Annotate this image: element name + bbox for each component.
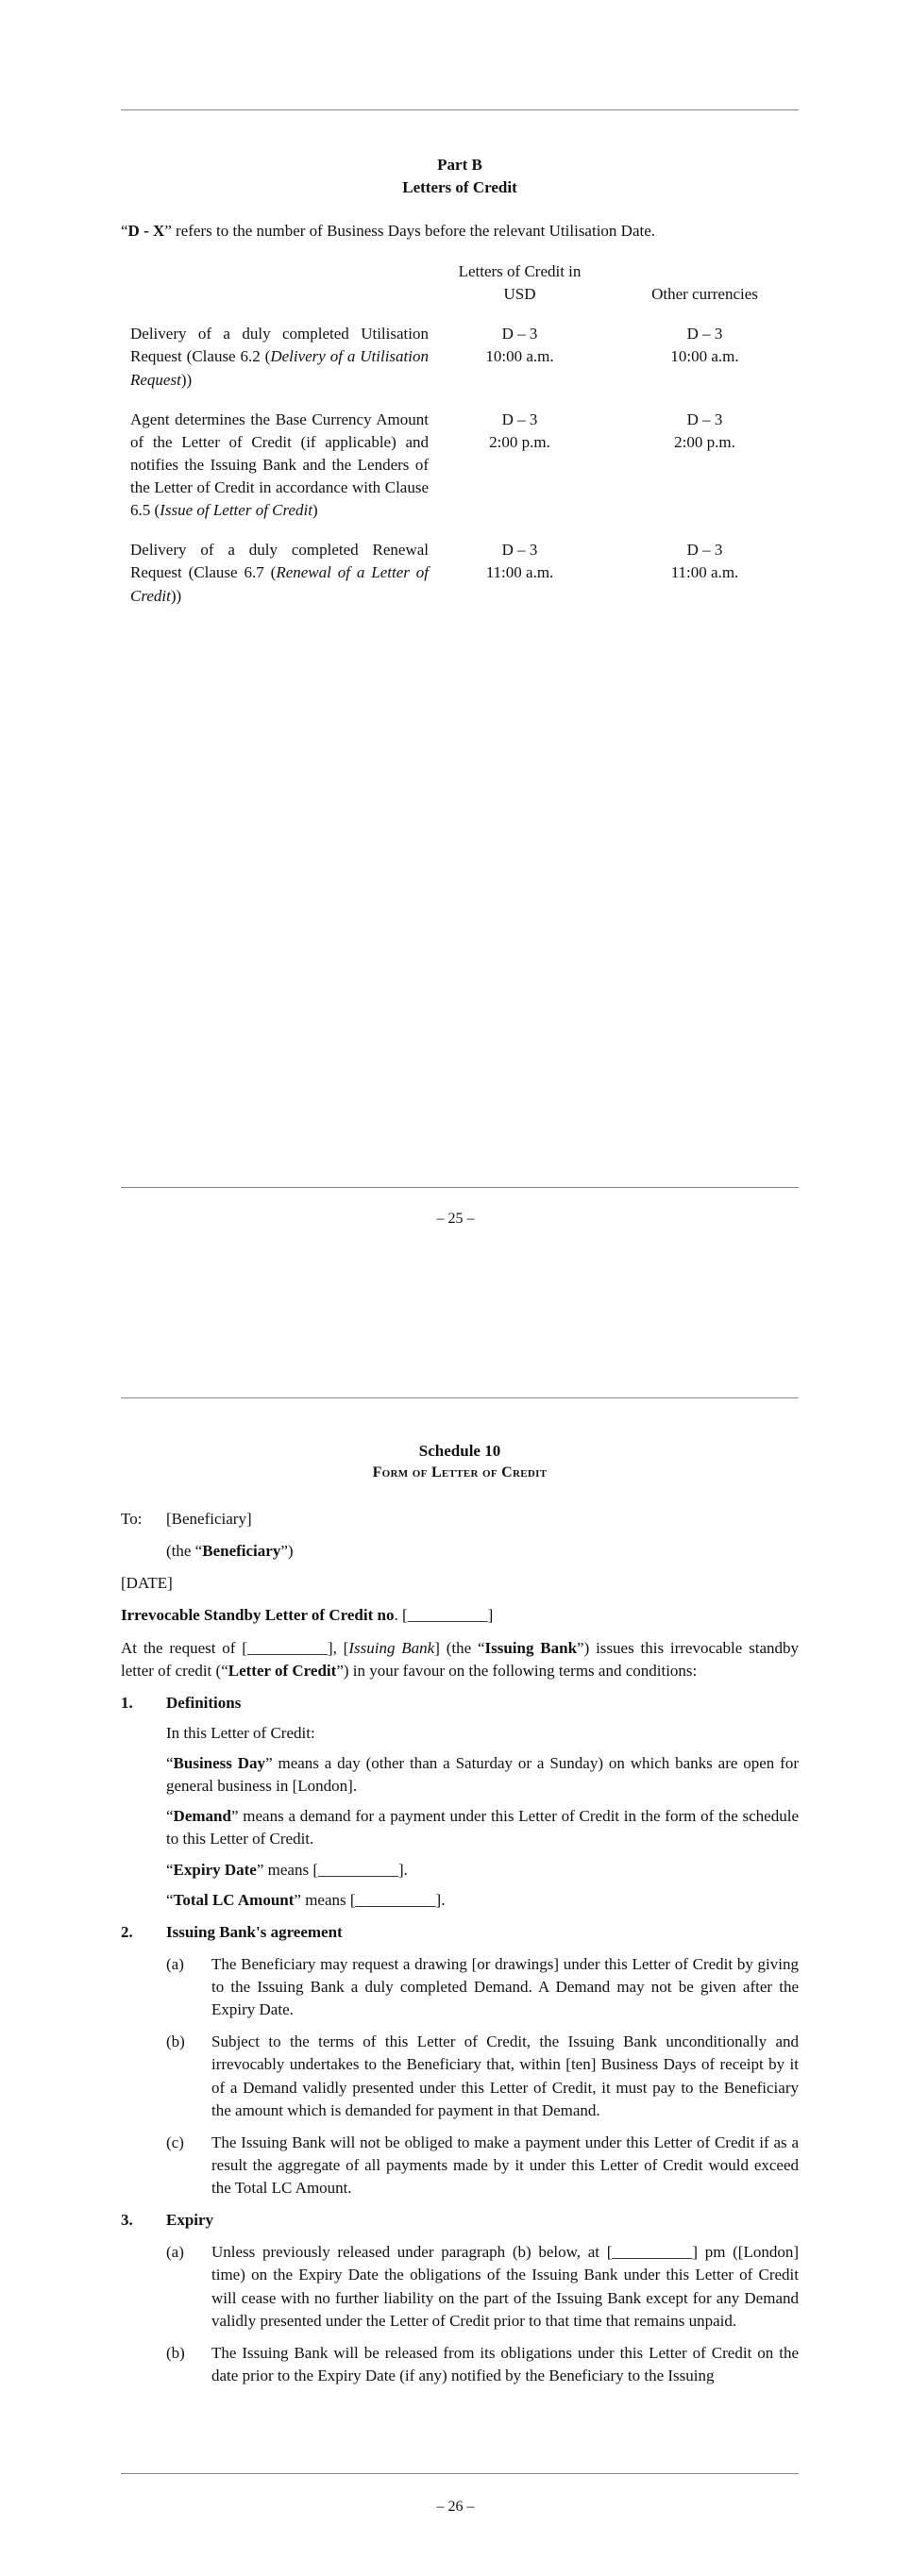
list-item: (a) Unless previously released under paragraph (b) below, at [__________] pm ([London] time) on the Expiry Date the obligations of the Issuing Bank under this Letter of Credit will cease with no further liability on the part of the Issuing Bank except for any Demand validly presented under the Letter of Credit prior to that time that remains unpaid. bbox=[166, 2243, 799, 2330]
row-usd-deadline: D – 3 2:00 p.m. bbox=[489, 410, 550, 451]
dx-term: D - X bbox=[127, 222, 165, 240]
row-description: Agent determines the Base Currency Amount of the Letter of Credit (if applicable) and notifies the Issuing Bank and the Lenders of the Letter of Credit in accordance with Clause 6.5 (Issue of Letter of Credit) bbox=[130, 410, 429, 520]
section-expiry: 3. Expiry (a) Unless previously released under paragraph (b) below, at [__________] pm ([London] time) on the Expiry Date the obligations of the Issuing Bank under this Letter of Credit will cease with no further liability on the part of the Issuing Bank except for any Demand validly presented under the Letter of Credit prior to that time that remains unpaid. (b) The Issuing Bank will be released from its obligations under this Letter of Credit on the date prior to the Expiry Date (if any) notified by the Beneficiary to the Issuing bbox=[121, 2209, 799, 2387]
part-heading bbox=[121, 154, 799, 199]
row-usd-deadline: D – 3 11:00 a.m. bbox=[485, 541, 554, 582]
list-item: (b) Subject to the terms of this Letter of Credit, the Issuing Bank unconditionally and irrevocably undertakes to the Beneficiary that, within [ten] Business Days of receipt by it of a Demand validly presented under this Letter of Credit, it must pay to the Beneficiary the amount which is demanded for payment in that Demand. bbox=[166, 2032, 799, 2119]
beneficiary-definition: (the “Beneficiary”) bbox=[166, 1542, 294, 1561]
page-bottom-rule bbox=[121, 1187, 799, 1188]
definition-business-day: “Business Day” means a day (other than a Saturday or a Sunday) on which banks are open for general business in [London]. bbox=[166, 1754, 799, 1796]
table-row bbox=[130, 539, 799, 607]
list-item: (b) The Issuing Bank will be released from its obligations under this Letter of Credit on the date prior to the Expiry Date (if any) notified by the Beneficiary to the Issuing bbox=[166, 2343, 799, 2384]
row-other-deadline: D – 3 2:00 p.m. bbox=[674, 410, 735, 451]
schedule-heading bbox=[121, 1440, 799, 1484]
section-title: Issuing Bank's agreement bbox=[166, 1922, 343, 1941]
intro-paragraph: At the request of [__________], [Issuing Bank] (the “Issuing Bank”) issues this irrevocable standby letter of credit (“Letter of Credit”) in your favour on the following terms and conditions: bbox=[121, 1638, 800, 1680]
row-other-deadline: D – 3 10:00 a.m. bbox=[670, 325, 739, 366]
page-26 bbox=[0, 1288, 911, 2576]
addressee bbox=[121, 1508, 799, 1531]
dx-definition-text: ” refers to the number of Business Days before the relevant Utilisation Date. bbox=[164, 222, 656, 240]
row-description: Delivery of a duly completed Utilisation Request (Clause 6.2 (Delivery of a Utilisation Request)) bbox=[130, 325, 429, 389]
table-row bbox=[130, 323, 799, 391]
definition-expiry-date: “Expiry Date” means [__________]. bbox=[166, 1860, 408, 1879]
header-usd: Letters of Credit in USD bbox=[458, 262, 582, 304]
list-item: (a) The Beneficiary may request a drawing [or drawings] under this Letter of Credit by giving to the Issuing Bank a duly completed Demand. A Demand may not be given after the Expiry Date. bbox=[166, 1954, 799, 2019]
list-item: (c) The Issuing Bank will not be obliged to make a payment under this Letter of Credit if as a result the aggregate of all payments made by it under this Letter of Credit would exceed the Total LC Amount. bbox=[166, 2133, 799, 2197]
letter-date: [DATE] bbox=[121, 1574, 173, 1593]
page-top-rule bbox=[121, 109, 799, 110]
letters-of-credit-timetable bbox=[130, 260, 799, 608]
section-title: Definitions bbox=[166, 1693, 242, 1712]
page-number: – 25 – bbox=[436, 1211, 475, 1227]
page-number: – 26 – bbox=[436, 2499, 475, 2515]
schedule-title: Schedule 10 bbox=[418, 1442, 501, 1460]
table-header-row bbox=[130, 260, 799, 306]
row-other-deadline: D – 3 11:00 a.m. bbox=[670, 541, 739, 582]
section-definitions: 1. Definitions In this Letter of Credit: “Business Day” means a day (other than a Saturday or a Sunday) on which banks are open for general business in [London]. “Demand” means a demand for a payment under this Letter of Credit in the form of the schedule to this Letter of Credit. “Expiry Date” means [__________]. “Total LC Amount” means [__________]. bbox=[121, 1692, 799, 1912]
row-description: Delivery of a duly completed Renewal Request (Clause 6.7 (Renewal of a Letter of Credit)) bbox=[130, 541, 430, 605]
page-bottom-rule bbox=[121, 2473, 799, 2474]
page-top-rule bbox=[121, 1397, 799, 1398]
letter-body bbox=[121, 1508, 799, 2387]
to-value: [Beneficiary] bbox=[166, 1510, 252, 1528]
dx-definition bbox=[121, 220, 799, 243]
definitions-intro: In this Letter of Credit: bbox=[166, 1723, 315, 1742]
dx-open-quote: “ bbox=[121, 222, 128, 240]
schedule-subtitle: Form of Letter of Credit bbox=[372, 1464, 548, 1480]
definition-demand: “Demand” means a demand for a payment under this Letter of Credit in the form of the schedule to this Letter of Credit. bbox=[166, 1807, 799, 1848]
header-other-currencies: Other currencies bbox=[651, 285, 758, 304]
part-subtitle: Letters of Credit bbox=[402, 177, 517, 196]
section-issuing-bank-agreement: 2. Issuing Bank's agreement (a) The Beneficiary may request a drawing [or drawings] under this Letter of Credit by giving to the Issuing Bank a duly completed Demand. A Demand may not be given after the Expiry Date. (b) Subject to the terms of this Letter of Credit, the Issuing Bank unconditionally and irrevocably undertakes to the Beneficiary that, within [ten] Business Days of receipt by it of a Demand validly presented under this Letter of Credit, it must pay to the Beneficiary the amount which is demanded for payment in that Demand. (c) The Issuing Bank will not be obliged to make a payment under this Letter of Credit if as a result the aggregate of all payments made by it under this Letter of Credit would exceed the Total LC Amount. bbox=[121, 1921, 799, 2200]
table-row bbox=[130, 409, 799, 523]
section-title: Expiry bbox=[166, 2211, 214, 2230]
row-usd-deadline: D – 3 10:00 a.m. bbox=[485, 325, 554, 366]
definition-total-lc-amount: “Total LC Amount” means [__________]. bbox=[166, 1890, 446, 1909]
to-label: To: bbox=[121, 1510, 143, 1528]
lc-number: Irrevocable Standby Letter of Credit no. [__________] bbox=[121, 1606, 494, 1625]
part-title: Part B bbox=[437, 156, 482, 174]
